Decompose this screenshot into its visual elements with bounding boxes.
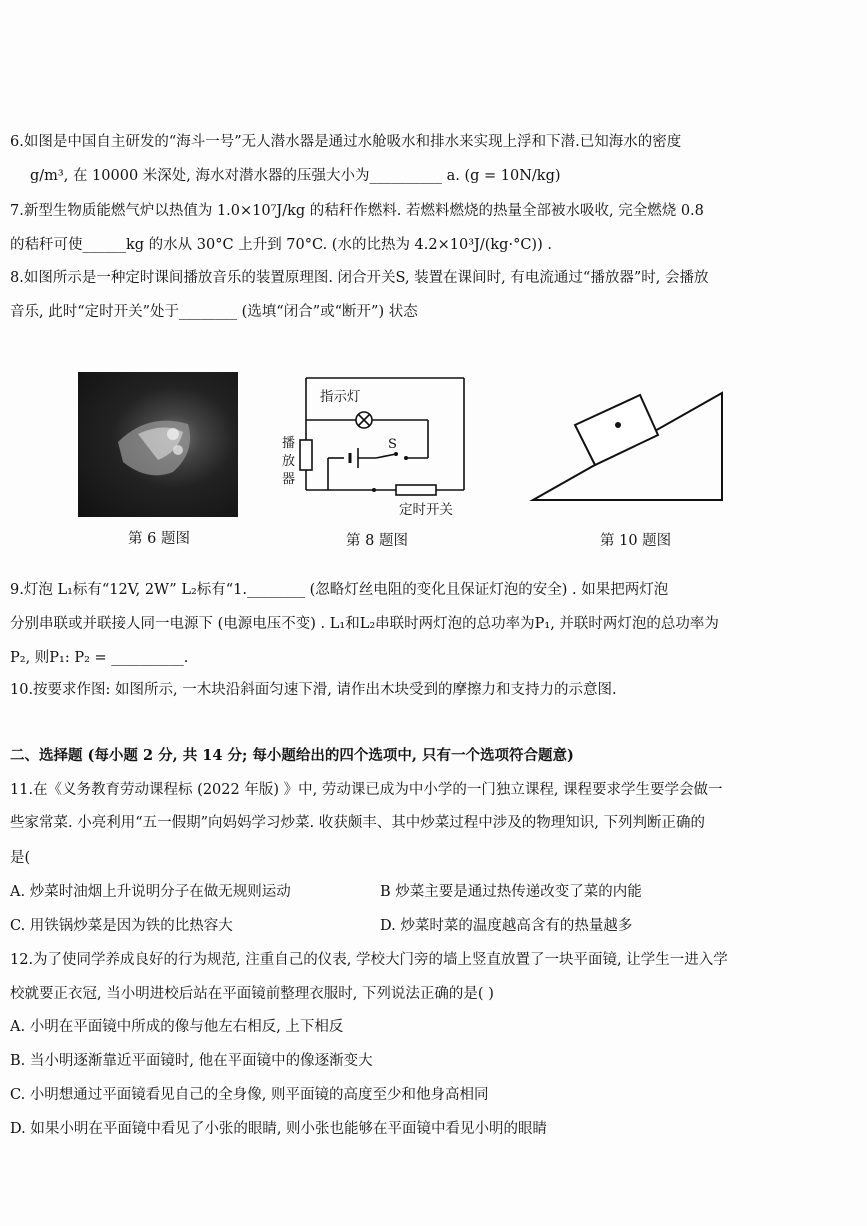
q12-line-2: 校就要正衣冠, 当小明进校后站在平面镜前整理衣服时, 下列说法正确的是( ) (10, 986, 494, 1002)
q8-line-2: 音乐, 此时“定时开关”处于________ (选填“闭合”或“断开”) 状态 (10, 304, 418, 320)
q11-line-2: 些家常菜. 小亮利用“五一假期”向妈妈学习炒菜. 收获颇丰、其中炒菜过程中涉及的物理知识, 下列判断正确的 (10, 815, 705, 831)
submersible-photo (78, 372, 238, 517)
q11-line-3: 是( (10, 850, 31, 866)
q9-line-2: 分别串联或并联接人同一电源下 (电源电压不变) . L₁和L₂串联时两灯泡的总功率为P₁, 并联时两灯泡的总功率为 (10, 616, 719, 632)
section-2-title: 二、选择题 (每小题 2 分, 共 14 分; 每小题给出的四个选项中, 只有一个选项符合题意) (10, 747, 574, 764)
q7-line-1: 7.新型生物质能燃气炉以热值为 1.0×10⁷J/kg 的秸秆作燃料. 若燃料燃烧的热量全部被水吸收, 完全燃烧 0.8 (10, 203, 704, 219)
q6-line-1: 6.如图是中国自主研发的“海斗一号”无人潜水器是通过水舱吸水和排水来实现上浮和下潜.已知海水的密度 (10, 134, 682, 150)
q11-option-d: D. 炒菜时菜的温度越高含有的热量越多 (380, 918, 633, 934)
fig6-caption: 第 6 题图 (128, 531, 190, 547)
q12-option-a: A. 小明在平面镜中所成的像与他左右相反, 上下相反 (10, 1019, 344, 1035)
q12-line-1: 12.为了使同学养成良好的行为规范, 注重自己的仪表, 学校大门旁的墙上竖直放置了一块平面镜, 让学生一进入学 (10, 952, 728, 968)
q6-line-2: g/m³, 在 10000 米深处, 海水对潜水器的压强大小为__________ a. (g = 10N/kg) (30, 168, 561, 184)
q11-line-1: 11.在《义务教育劳动课程标 (2022 年版) 》中, 劳动课已成为中小学的一门独立课程, 课程要求学生要学会做一 (10, 782, 723, 798)
timer-switch-label: 定时开关 (399, 502, 453, 518)
q11-option-b: B 炒菜主要是通过热传递改变了菜的内能 (380, 884, 642, 900)
q9-line-3: P₂, 则P₁: P₂ = __________. (10, 650, 189, 666)
indicator-lamp-label: 指示灯 (320, 389, 361, 405)
q12-option-b: B. 当小明逐渐靠近平面镜时, 他在平面镜中的像逐渐变大 (10, 1053, 373, 1069)
switch-s-label: S (388, 437, 397, 452)
q9-line-1: 9.灯泡 L₁标有“12V, 2W” L₂标有“1.________ (忽略灯丝电阻的变化且保证灯泡的安全) . 如果把两灯泡 (10, 582, 669, 598)
q11-option-c: C. 用铁锅炒菜是因为铁的比热容大 (10, 918, 233, 934)
q10-line-1: 10.按要求作图: 如图所示, 一木块沿斜面匀速下滑, 请作出木块受到的摩擦力和支持力的示意图. (10, 682, 617, 698)
incline-diagram (525, 385, 730, 505)
fig8-caption: 第 8 题图 (346, 533, 408, 549)
q11-option-a: A. 炒菜时油烟上升说明分子在做无规则运动 (10, 884, 291, 900)
player-label-3: 器 (282, 472, 296, 487)
q12-option-d: D. 如果小明在平面镜中看见了小张的眼睛, 则小张也能够在平面镜中看见小明的眼睛 (10, 1121, 548, 1137)
player-label-1: 播 (282, 436, 296, 451)
q12-option-c: C. 小明想通过平面镜看见自己的全身像, 则平面镜的高度至少和他身高相同 (10, 1087, 489, 1103)
q7-line-2: 的秸秆可使______kg 的水从 30°C 上升到 70°C. (水的比热为 4.2×10³J/(kg·°C)) . (10, 237, 552, 253)
player-label-2: 放 (282, 454, 296, 469)
fig10-caption: 第 10 题图 (600, 533, 672, 549)
q8-line-1: 8.如图所示是一种定时课间播放音乐的装置原理图. 闭合开关S, 装置在课间时, 有电流通过“播放器”时, 会播放 (10, 270, 709, 286)
